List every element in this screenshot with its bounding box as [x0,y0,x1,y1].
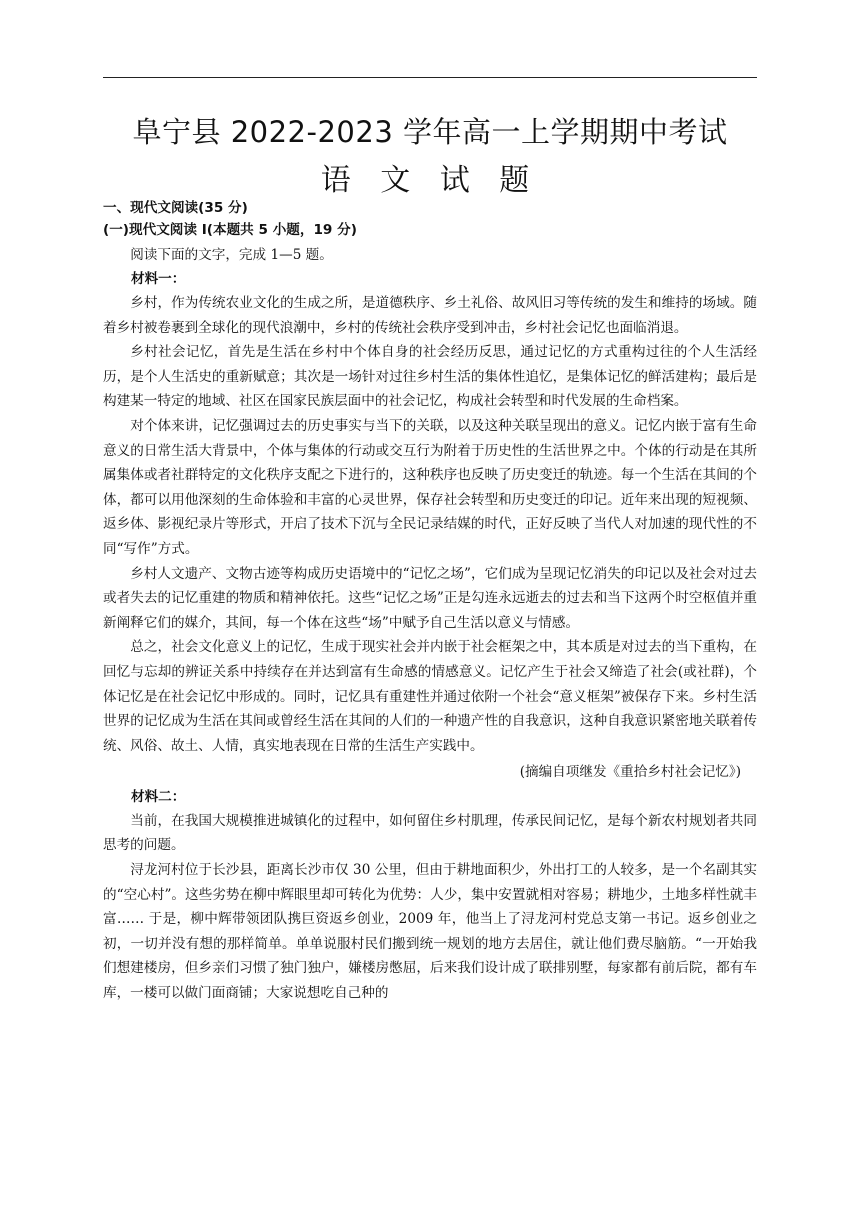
material1-paragraph: 乡村社会记忆，首先是生活在乡村中个体自身的社会经历反思，通过记忆的方式重构过往的个人生活经历，是个人生活史的重新赋意；其次是一场针对过往乡村生活的集体性追忆，是集体记忆的鲜活建构；最后是构建某一特定的地域、社区在国家民族层面中的社会记忆，构成社会转型和时代发展的生命档案。 [103,344,757,410]
material1-paragraph: 总之，社会文化意义上的记忆，生成于现实社会并内嵌于社会框架之中，其本质是对过去的当下重构，在回忆与忘却的辨证关系中持续存在并达到富有生命感的情感意义。记忆产生于社会又缔造了社会(或社群)，个体记忆是在社会记忆中形成的。同时，记忆具有重建性并通过依附一个社会“意义框架”被保存下来。乡村生活世界的记忆成为生活在其间或曾经生活在其间的人们的一种遗产性的自我意识，这种自我意识紧密地关联着传统、风俗、故土、人情，真实地表现在日常的生活生产实践中。 [103,639,757,754]
material1-paragraph: 乡村，作为传统农业文化的生成之所，是道德秩序、乡土礼俗、故风旧习等传统的发生和维持的场域。随着乡村被卷裹到全球化的现代浪潮中，乡村的传统社会秩序受到冲击，乡村社会记忆也面临消退。 [103,295,757,336]
material1-label: 材料一： [131,271,186,287]
exam-subtitle: 语 文 试 题 [320,163,540,198]
material1-source: (摘编自项继发《重拾乡村社会记忆》) [519,764,741,781]
section-heading: 一、现代文阅读(35 分) [103,200,248,216]
exam-title: 阜宁县 2022-2023 学年高一上学期期中考试 [132,115,728,149]
material2-paragraph: 浔龙河村位于长沙县，距离长沙市仅 30 公里，但由于耕地面积少，外出打工的人较多，是一个名副其实的“空心村”。这些劣势在柳中辉眼里却可转化为优势：人少，集中安置就相对容易；耕地少，土地多样性就丰富…… 于是，柳中辉带领团队携巨资返乡创业，2009 年，他当上了浔龙河村党总支第一书记。返乡创业之初，一切并没有想的那样简单。单单说服村民们搬到统一规划的地方去居住，就让他们费尽脑筋。“一开始我们想建楼房，但乡亲们习惯了独门独户，嫌楼房憋屈，后来我们设计成了联排别墅，每家都有前后院，都有车库，一楼可以做门面商铺；大家说想吃自己种的 [103,862,757,1002]
exam-content [103,198,757,1006]
section-subheading: (一)现代文阅读 I(本题共 5 小题，19 分) [103,222,357,238]
material1-paragraph: 乡村人文遗产、文物古迹等构成历史语境中的“记忆之场”，它们成为呈现记忆消失的印记以及社会对过去或者失去的记忆重建的物质和精神依托。这些“记忆之场”正是勾连永远逝去的过去和当下这两个时空枢值并重新阐释它们的媒介，其间，每一个体在这些“场”中赋予自己生活以意义与情感。 [103,565,757,631]
header-rule [103,77,757,78]
material1-paragraph: 对个体来讲，记忆强调过去的历史事实与当下的关联，以及这种关联呈现出的意义。记忆内嵌于富有生命意义的日常生活大背景中，个体与集体的行动或交互行为附着于历史性的生活世界之中。个体的行动是在其所属集体或者社群特定的文化秩序支配之下进行的，这种秩序也反映了历史变迁的轨迹。每一个生活在其间的个体，都可以用他深刻的生命体验和丰富的心灵世界，保存社会转型和历史变迁的印记。近年来出现的短视频、返乡体、影视纪录片等形式，开启了技术下沉与全民记录结媒的时代，正好反映了当代人对加速的现代性的不同“写作”方式。 [103,417,757,557]
instruction-text: 阅读下面的文字，完成 1—5 题。 [130,247,333,263]
material2-label: 材料二： [131,788,186,805]
material2-paragraph: 当前，在我国大规模推进城镇化的过程中，如何留住乡村肌理，传承民间记忆，是每个新农村规划者共同思考的问题。 [103,812,757,854]
